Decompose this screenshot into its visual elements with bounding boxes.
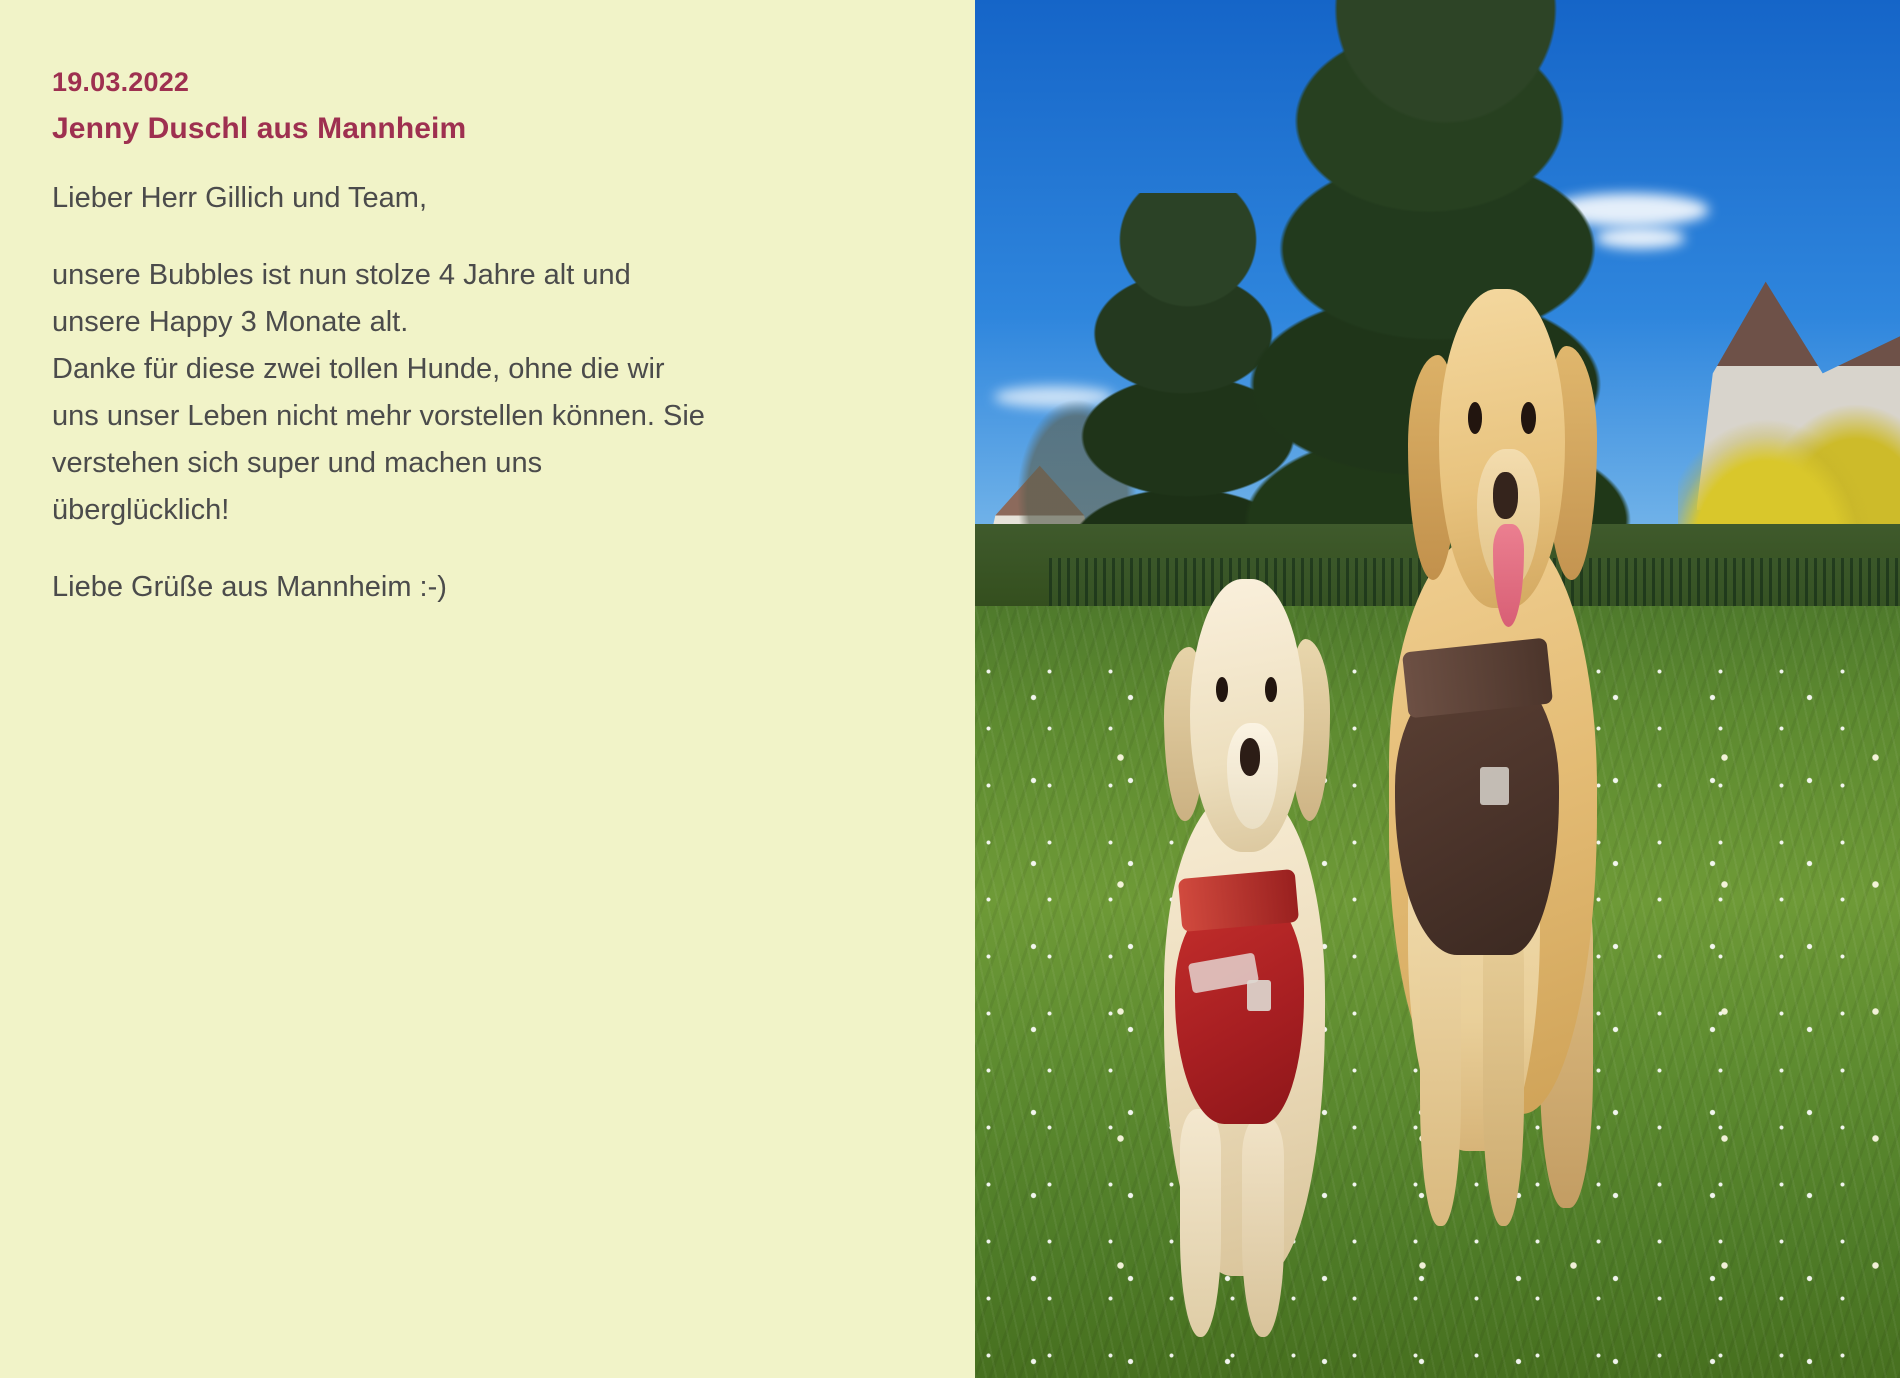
- entry-message: [52, 175, 915, 611]
- dog-eye: [1521, 402, 1535, 434]
- testimonial-photo: [975, 0, 1900, 1378]
- message-line: uns unser Leben nicht mehr vorstellen können. Sie: [52, 399, 705, 432]
- dog-front-leg: [1420, 908, 1461, 1227]
- adult-golden-retriever: [1345, 289, 1660, 1226]
- message-line: unsere Happy 3 Monate alt.: [52, 305, 409, 338]
- message-line: Liebe Grüße aus Mannheim :-): [52, 570, 447, 603]
- dog-nose: [1493, 472, 1518, 519]
- dog-front-leg: [1483, 908, 1524, 1227]
- golden-retriever-puppy: [1123, 579, 1382, 1337]
- dog-photo-illustration: [975, 0, 1900, 1378]
- message-line-spacer: [52, 222, 915, 252]
- dog-harness-red: [1175, 897, 1305, 1124]
- dog-harness-badge: [1247, 980, 1270, 1010]
- message-line: überglücklich!: [52, 493, 230, 526]
- dog-front-leg: [1242, 1117, 1283, 1337]
- message-line: Danke für diese zwei tollen Hunde, ohne die wir: [52, 352, 665, 385]
- message-line: unsere Bubbles ist nun stolze 4 Jahre alt und: [52, 258, 631, 291]
- message-line: verstehen sich super und machen uns: [52, 446, 543, 479]
- message-line: Lieber Herr Gillich und Team,: [52, 182, 428, 214]
- dog-front-leg: [1180, 1109, 1221, 1336]
- entry-date: 19.03.2022: [52, 67, 190, 97]
- dog-eye: [1216, 677, 1228, 701]
- dog-harness-badge: [1480, 767, 1508, 804]
- entry-author: Jenny Duschl aus Mannheim: [52, 111, 467, 145]
- dog-harness-strap: [1178, 869, 1299, 932]
- message-line-spacer: [52, 534, 915, 564]
- dog-nose: [1240, 738, 1261, 776]
- dog-eye: [1468, 402, 1482, 434]
